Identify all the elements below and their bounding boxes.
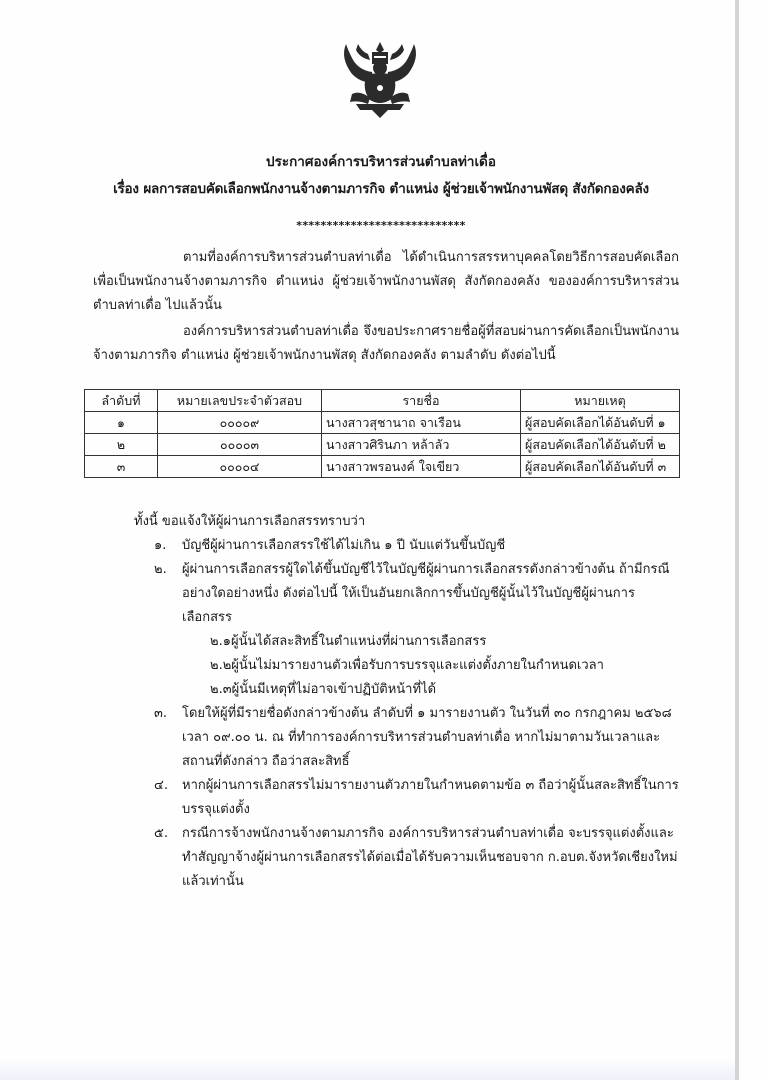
cell-name: นางสาวพรอนงค์ ใจเขียว [322,456,521,478]
cell-exam-id: ๐๐๐๐๙ [158,412,322,434]
announcement-title: ประกาศองค์การบริหารส่วนตำบลท่าเดื่อ [266,154,496,170]
notice-item-1 [154,534,682,558]
notice-item-text: บัญชีผู้ผ่านการเลือกสรรใช้ได้ไม่เกิน ๑ ปี นับแต่วันขึ้นบัญชี [182,538,506,553]
notice-item-number: ๕. [154,826,168,841]
notice-item-number: ๓. [154,706,168,721]
cell-rank: ๓ [85,456,158,478]
notice-item-2 [154,558,682,630]
table-header-row [85,390,680,412]
scan-artifact [0,1058,735,1080]
notice-item-text: หากผู้ผ่านการเลือกสรรไม่มารายงานตัวภายในกำหนดตามข้อ ๓ ถือว่าผู้นั้นสละสิทธิ์ในการบรรจุแต่งตั้ง [182,778,679,817]
intro-paragraph [93,246,679,318]
notice-item-number: ๑. [154,538,167,553]
garuda-emblem-icon [336,38,424,120]
notice-item-text: กรณีการจ้างพนักงานจ้างตามภารกิจ องค์การบริหารส่วนตำบลท่าเดื่อ จะบรรจุแต่งตั้งและทำสัญญาจ้างผู้ผ่านการเลือกสรรได้ต่อเมื่อได้รับความเห็นชอบจาก ก.อบต.จังหวัดเชียงใหม่แล้วเท่านั้น [182,826,678,889]
table-row [85,412,680,434]
notice-item-5 [154,822,682,894]
announce-paragraph [93,320,679,368]
page-edge-divider [735,0,739,1080]
notice-item-number: ๔. [154,778,168,793]
header-rank: ลำดับที่ [85,390,158,412]
notice-item-4 [154,774,682,822]
notice-subitem-2-3: ๒.๓ผู้นั้นมีเหตุที่ไม่อาจเข้าปฏิบัติหน้าที่ได้ [210,682,437,697]
cell-exam-id: ๐๐๐๐๓ [158,434,322,456]
header-remark: หมายเหตุ [521,390,680,412]
cell-name: นางสาวสุชานาถ จาเรือน [322,412,521,434]
table-row [85,456,680,478]
announcement-subject: เรื่อง ผลการสอบคัดเลือกพนักงานจ้างตามภารกิจ ตำแหน่ง ผู้ช่วยเจ้าพนักงานพัสดุ สังกัดกองคลัง [113,181,649,197]
results-table [84,389,680,478]
header-exam-id: หมายเลขประจำตัวสอบ [158,390,322,412]
intro-paragraph-text: ตามที่องค์การบริหารส่วนตำบลท่าเดื่อ ได้ดำเนินการสรรหาบุคคลโดยวิธีการสอบคัดเลือก เพื่อเป็นพนักงานจ้างตามภารกิจ ตำแหน่ง ผู้ช่วยเจ้าพนักงานพัสดุ สังกัดกองคลัง ขององค์การบริหารส่วนตำบลท่าเดื่อ ไปแล้วนั้น [93,250,679,313]
cell-name: นางสาวศิรินภา หล้าลัว [322,434,521,456]
notice-intro: ทั้งนี้ ขอแจ้งให้ผู้ผ่านการเลือกสรรทราบว่า [134,514,366,529]
cell-remark: ผู้สอบคัดเลือกได้อันดับที่ ๓ [521,456,680,478]
notice-item-text: ผู้ผ่านการเลือกสรรผู้ใดได้ขึ้นบัญชีไว้ในบัญชีผู้ผ่านการเลือกสรรดังกล่าวข้างต้น ถ้ามีกรณีอย่างใดอย่างหนึ่ง ดังต่อไปนี้ ให้เป็นอันยกเลิกการขึ้นบัญชีผู้นั้นไว้ในบัญชีผู้ผ่านการเลือกสรร [182,562,670,625]
cell-rank: ๒ [85,434,158,456]
cell-rank: ๑ [85,412,158,434]
cell-remark: ผู้สอบคัดเลือกได้อันดับที่ ๑ [521,412,680,434]
table-row [85,434,680,456]
cell-exam-id: ๐๐๐๐๔ [158,456,322,478]
notice-item-3 [154,702,682,774]
notice-item-text: โดยให้ผู้ที่มีรายชื่อดังกล่าวข้างต้น ลำดับที่ ๑ มารายงานตัว ในวันที่ ๓๐ กรกฎาคม ๒๕๖๘ เวลา ๐๙.๐๐ น. ณ ที่ทำการองค์การบริหารส่วนตำบลท่าเดื่อ หากไม่มาตามวันเวลาและสถานที่ดังกล่าว ถือว่าสละสิทธิ์ [182,706,672,769]
header-name: รายชื่อ [322,390,521,412]
notice-subitem-2-2: ๒.๒ผู้นั้นไม่มารายงานตัวเพื่อรับการบรรจุและแต่งตั้งภายในกำหนดเวลา [210,658,604,673]
notice-subitem-2-1: ๒.๑ผู้นั้นได้สละสิทธิ์ในตำแหน่งที่ผ่านการเลือกสรร [210,634,487,649]
cell-remark: ผู้สอบคัดเลือกได้อันดับที่ ๒ [521,434,680,456]
separator-line: **************************** [296,219,466,232]
announce-paragraph-text: องค์การบริหารส่วนตำบลท่าเดื่อ จึงขอประกาศรายชื่อผู้ที่สอบผ่านการคัดเลือกเป็นพนักงานจ้างตามภารกิจ ตำแหน่ง ผู้ช่วยเจ้าพนักงานพัสดุ สังกัดกองคลัง ตามลำดับ ดังต่อไปนี้ [93,324,679,363]
notice-item-number: ๒. [154,562,167,577]
